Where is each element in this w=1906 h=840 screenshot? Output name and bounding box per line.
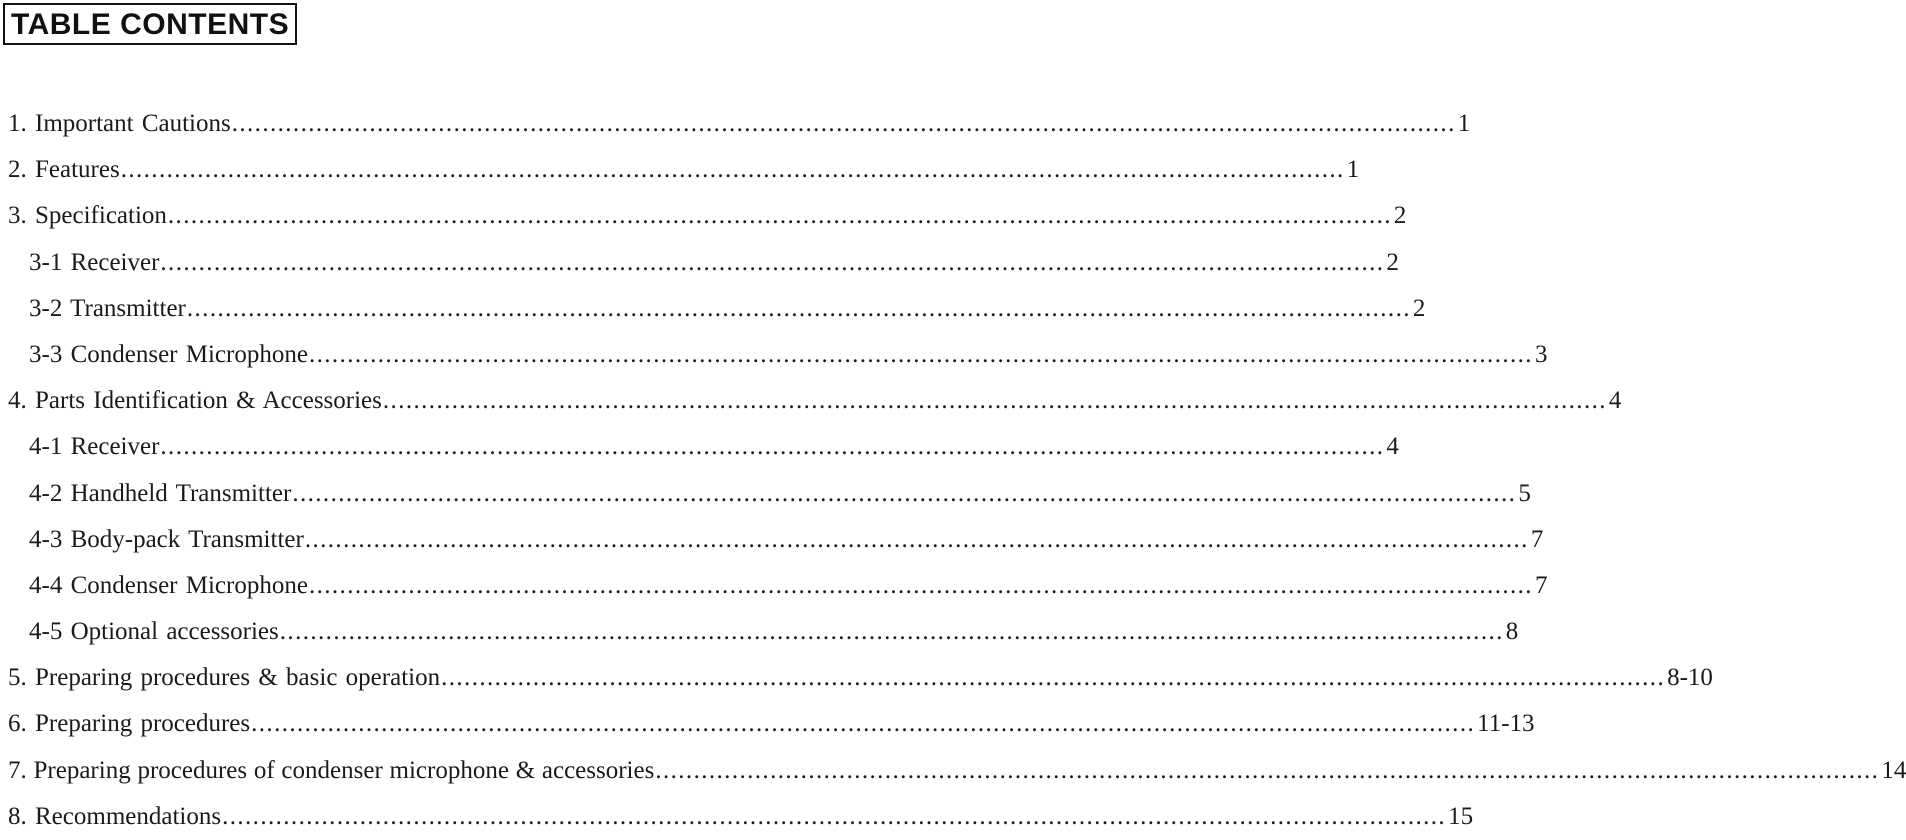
toc-entry-parts-identification[interactable] [0, 378, 1622, 424]
dot-leader: ................................................................................................................................................................ [120, 156, 1345, 184]
toc-page-number: 1 [1457, 110, 1471, 137]
dot-leader: ................................................................................................................................................................ [251, 710, 1476, 738]
toc-page-number: 4 [1608, 387, 1622, 415]
toc-entry-specification[interactable] [0, 193, 1407, 239]
toc-page-number: 15 [1448, 802, 1474, 830]
toc-entry-label: 3-3 Condenser Microphone [29, 340, 308, 368]
toc-entry-optional-accessories[interactable] [0, 609, 1519, 655]
toc-entry-label: 3-1 Receiver [29, 248, 160, 276]
dot-leader: ................................................................................................................................................................ [167, 202, 1392, 230]
toc-entry-recommendations[interactable] [0, 794, 1474, 840]
toc-page-number: 2 [1412, 294, 1426, 322]
toc-entry-condenser-microphone-accessories[interactable] [0, 748, 1906, 794]
toc-page-number: 14 [1881, 756, 1906, 784]
toc-entry-label: 7. Preparing procedures of condenser microphone & accessories [8, 756, 655, 784]
toc-page-number: 7 [1530, 525, 1544, 553]
dot-leader: ................................................................................................................................................................ [655, 756, 1880, 784]
toc-entry-parts-condenser-microphone[interactable] [0, 563, 1548, 609]
dot-leader: ................................................................................................................................................................ [160, 248, 1385, 276]
toc-entry-spec-transmitter[interactable] [0, 286, 1426, 332]
toc-entry-label: 6. Preparing procedures [8, 710, 251, 738]
toc-entry-parts-receiver[interactable] [0, 424, 1399, 470]
dot-leader: ................................................................................................................................................................ [308, 340, 1533, 368]
toc-page-number: 4 [1386, 433, 1399, 461]
toc-page-number: 5 [1518, 479, 1531, 507]
toc-entry-spec-condenser-microphone[interactable] [0, 332, 1548, 378]
dot-leader: ................................................................................................................................................................ [231, 110, 1456, 137]
toc-entry-label: 1. Important Cautions [8, 110, 231, 137]
toc-page-number: 8-10 [1667, 664, 1713, 692]
toc-entry-label: 5. Preparing procedures & basic operation [8, 664, 441, 692]
toc-entry-preparing-procedures[interactable] [0, 701, 1535, 747]
table-of-contents [0, 101, 1906, 840]
dot-leader: ................................................................................................................................................................ [441, 664, 1666, 692]
toc-entry-label: 4-2 Handheld Transmitter [29, 479, 292, 507]
toc-entry-label: 3-2 Transmitter [29, 294, 186, 322]
toc-entry-spec-receiver[interactable] [0, 240, 1399, 286]
dot-leader: ................................................................................................................................................................ [382, 387, 1607, 415]
toc-entry-handheld-transmitter[interactable] [0, 471, 1531, 517]
toc-page-number: 1 [1346, 156, 1360, 184]
toc-entry-label: 4-1 Receiver [29, 433, 160, 461]
toc-entry-important-cautions[interactable] [0, 101, 1471, 147]
dot-leader: ................................................................................................................................................................ [304, 525, 1529, 553]
toc-page-number: 7 [1534, 571, 1548, 599]
toc-page-number: 2 [1386, 248, 1399, 276]
toc-page-number: 8 [1505, 618, 1519, 646]
dot-leader: ................................................................................................................................................................ [279, 618, 1504, 646]
toc-page-number: 3 [1534, 340, 1548, 368]
toc-entry-label: 4. Parts Identification & Accessories [8, 387, 382, 415]
dot-leader: ................................................................................................................................................................ [186, 294, 1411, 322]
toc-entry-body-pack-transmitter[interactable] [0, 517, 1544, 563]
toc-entry-label: 8. Recommendations [8, 802, 222, 830]
toc-entry-features[interactable] [0, 147, 1360, 193]
toc-entry-label: 2. Features [8, 156, 120, 184]
dot-leader: ................................................................................................................................................................ [222, 802, 1447, 830]
page-title: TABLE CONTENTS [3, 3, 297, 45]
toc-entry-preparing-basic-operation[interactable] [0, 655, 1713, 701]
dot-leader: ................................................................................................................................................................ [292, 479, 1517, 507]
toc-page-number: 2 [1393, 202, 1407, 230]
dot-leader: ................................................................................................................................................................ [308, 571, 1533, 599]
toc-entry-label: 3. Specification [8, 202, 167, 230]
toc-entry-label: 4-4 Condenser Microphone [29, 571, 308, 599]
dot-leader: ................................................................................................................................................................ [160, 433, 1385, 461]
toc-entry-label: 4-5 Optional accessories [29, 618, 279, 646]
toc-entry-label: 4-3 Body-pack Transmitter [29, 525, 304, 553]
toc-page-number: 11-13 [1477, 710, 1535, 738]
